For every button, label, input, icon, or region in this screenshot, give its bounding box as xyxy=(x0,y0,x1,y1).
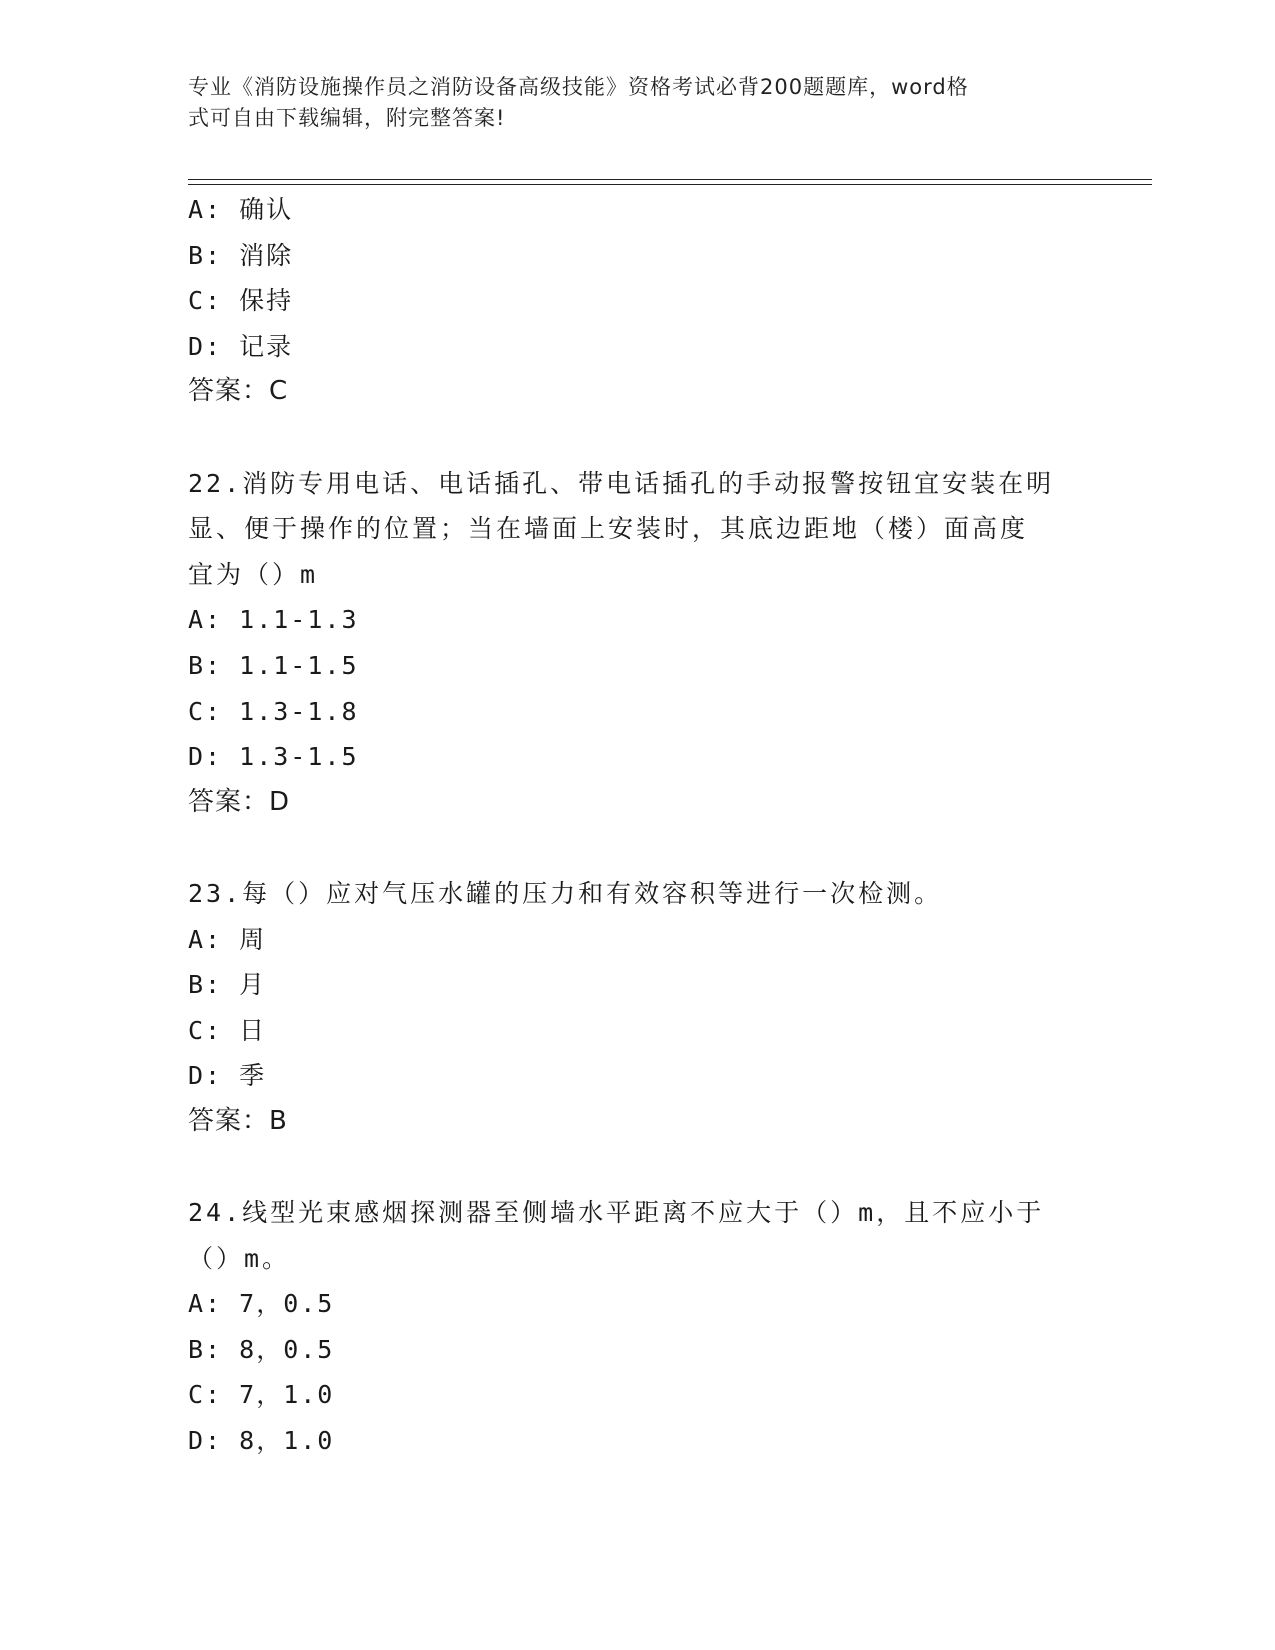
question-gap xyxy=(188,415,1088,461)
question-stem-line: 22.消防专用电话、电话插孔、带电话插孔的手动报警按钮宜安装在明 xyxy=(188,468,1055,498)
option-d: D: 季 xyxy=(188,1061,267,1091)
question-22 xyxy=(188,461,1088,826)
option-b: B: 消除 xyxy=(188,240,294,270)
question-23 xyxy=(188,871,1088,1145)
option-b: B: 8，0.5 xyxy=(188,1334,335,1364)
option-c: C: 保持 xyxy=(188,286,294,316)
question-stem-line: （）m。 xyxy=(188,1243,291,1273)
question-stem-line: 显、便于操作的位置；当在墙面上安装时，其底边距地（楼）面高度 xyxy=(188,514,1029,544)
document-header xyxy=(188,72,1068,134)
question-21 xyxy=(188,187,1088,415)
header-line-1: 专业《消防设施操作员之消防设备高级技能》资格考试必背200题题库，word格 xyxy=(188,75,969,99)
option-c: C: 日 xyxy=(188,1015,267,1045)
question-list xyxy=(188,187,1088,1464)
option-d: D: 记录 xyxy=(188,331,294,361)
question-stem-line: 24.线型光束感烟探测器至侧墙水平距离不应大于（）m，且不应小于 xyxy=(188,1198,1045,1228)
header-line-2: 式可自由下载编辑，附完整答案! xyxy=(188,106,506,130)
answer-line: 答案：C xyxy=(188,376,289,407)
option-a: A: 确认 xyxy=(188,195,294,224)
answer-line: 答案：D xyxy=(188,786,291,817)
header-rule-top xyxy=(188,179,1152,180)
question-24 xyxy=(188,1190,1088,1464)
option-a: A: 周 xyxy=(188,924,267,954)
question-gap xyxy=(188,825,1088,871)
question-stem-line: 23.每（）应对气压水罐的压力和有效容积等进行一次检测。 xyxy=(188,878,943,908)
option-a: A: 1.1-1.3 xyxy=(188,605,359,635)
option-d: D: 1.3-1.5 xyxy=(188,742,359,772)
option-d: D: 8，1.0 xyxy=(188,1426,335,1456)
option-b: B: 1.1-1.5 xyxy=(188,650,359,680)
option-c: C: 1.3-1.8 xyxy=(188,696,359,726)
answer-line: 答案：B xyxy=(188,1105,288,1136)
question-stem-line: 宜为（）m xyxy=(188,559,319,589)
option-a: A: 7，0.5 xyxy=(188,1289,335,1319)
header-rule-bottom xyxy=(188,184,1152,185)
option-c: C: 7，1.0 xyxy=(188,1380,335,1410)
question-gap xyxy=(188,1144,1088,1190)
option-b: B: 月 xyxy=(188,970,267,1000)
